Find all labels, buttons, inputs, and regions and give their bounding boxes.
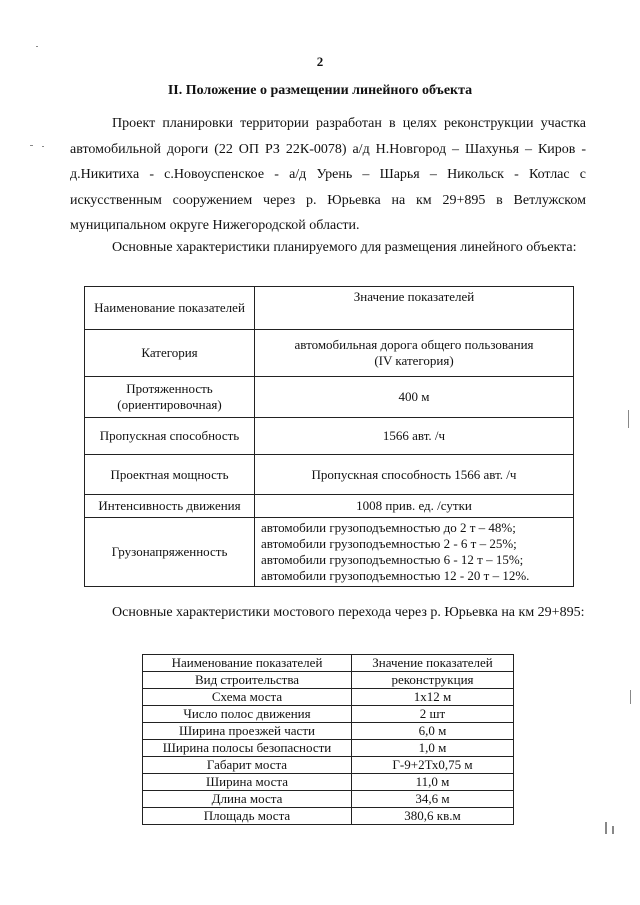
header-cell: Наименование показателей	[85, 287, 255, 330]
table-row	[85, 518, 574, 587]
row-name: Ширина проезжей части	[143, 723, 352, 740]
table-row	[85, 495, 574, 518]
bridge-table	[142, 654, 514, 825]
table-row	[143, 774, 514, 791]
table-row	[85, 455, 574, 495]
row-value: 34,6 м	[352, 791, 514, 808]
scan-speck	[36, 46, 38, 47]
row-name: Длина моста	[143, 791, 352, 808]
row-name: Пропускная способность	[85, 418, 255, 455]
row-value: 400 м	[255, 377, 574, 418]
row-value: реконструкция	[352, 672, 514, 689]
value-line: автомобильная дорога общего пользования	[294, 337, 534, 352]
row-value: 1008 прив. ед. /сутки	[255, 495, 574, 518]
scan-speck	[628, 410, 629, 428]
row-value: 11,0 м	[352, 774, 514, 791]
value-line: автомобили грузоподъемностью 6 - 12 т – 15%;	[261, 552, 524, 567]
row-value: 2 шт	[352, 706, 514, 723]
row-name: Габарит моста	[143, 757, 352, 774]
row-name: Вид строительства	[143, 672, 352, 689]
row-value: 6,0 м	[352, 723, 514, 740]
row-name: Ширина моста	[143, 774, 352, 791]
scan-speck	[630, 690, 631, 704]
row-value: 1,0 м	[352, 740, 514, 757]
table-row	[143, 672, 514, 689]
table-row	[143, 723, 514, 740]
row-value: Г-9+2Тх0,75 м	[352, 757, 514, 774]
value-line: автомобили грузоподъемностью 12 - 20 т – 12%.	[261, 568, 530, 583]
header-cell: Наименование показателей	[143, 655, 352, 672]
row-value: Пропускная способность 1566 авт. /ч	[255, 455, 574, 495]
value-line: автомобили грузоподъемностью 2 - 6 т – 25%;	[261, 536, 517, 551]
paragraph-bridge: Основные характеристики мостового перехода через р. Юрьевка на км 29+895:	[112, 605, 585, 620]
row-value	[255, 518, 574, 587]
table-header-row	[85, 287, 574, 330]
page-number: 2	[316, 54, 324, 69]
row-name: Ширина полосы безопасности	[143, 740, 352, 757]
table-row	[143, 791, 514, 808]
scan-speck	[605, 822, 607, 834]
table-row	[85, 418, 574, 455]
linear-object-table	[84, 286, 574, 587]
table-row	[143, 740, 514, 757]
row-name: Грузонапряженность	[85, 518, 255, 587]
row-name: Схема моста	[143, 689, 352, 706]
value-line: автомобили грузоподъемностью до 2 т – 48%;	[261, 520, 516, 535]
table-row	[143, 706, 514, 723]
row-name: Число полос движения	[143, 706, 352, 723]
row-value: 380,6 кв.м	[352, 808, 514, 825]
scan-speck	[30, 145, 33, 146]
row-name: Проектная мощность	[85, 455, 255, 495]
section-title: II. Положение о размещении линейного объекта	[167, 83, 473, 98]
row-name: Интенсивность движения	[85, 495, 255, 518]
paragraph-characteristics: Основные характеристики планируемого для размещения линейного объекта:	[112, 240, 577, 255]
table-row	[143, 757, 514, 774]
row-name: Категория	[85, 330, 255, 377]
row-value	[255, 330, 574, 377]
table-row	[85, 330, 574, 377]
table-header-row	[143, 655, 514, 672]
value-line: (IV категория)	[374, 353, 454, 368]
table-row	[85, 377, 574, 418]
header-cell: Значение показателей	[255, 287, 574, 330]
paragraph-intro: Проект планировки территории разработан в целях реконструкции участка автомобильной дороги (22 ОП РЗ 22К-0078) а/д Н.Новгород – Шахунья – Киров - д.Никитиха - с.Новоуспенское - а/д Урень – Шарья – Никольск - Котлас с искусственным сооружением через р. Юрьевка на км 29+895 в Ветлужском муниципальном округе Нижегородской области.	[70, 116, 586, 233]
table-row	[143, 808, 514, 825]
row-name: Площадь моста	[143, 808, 352, 825]
row-value: 1х12 м	[352, 689, 514, 706]
table-row	[143, 689, 514, 706]
header-cell: Значение показателей	[352, 655, 514, 672]
scan-speck	[612, 826, 614, 834]
row-value: 1566 авт. /ч	[255, 418, 574, 455]
row-name: Протяженность (ориентировочная)	[85, 377, 255, 418]
scan-speck	[42, 146, 44, 147]
